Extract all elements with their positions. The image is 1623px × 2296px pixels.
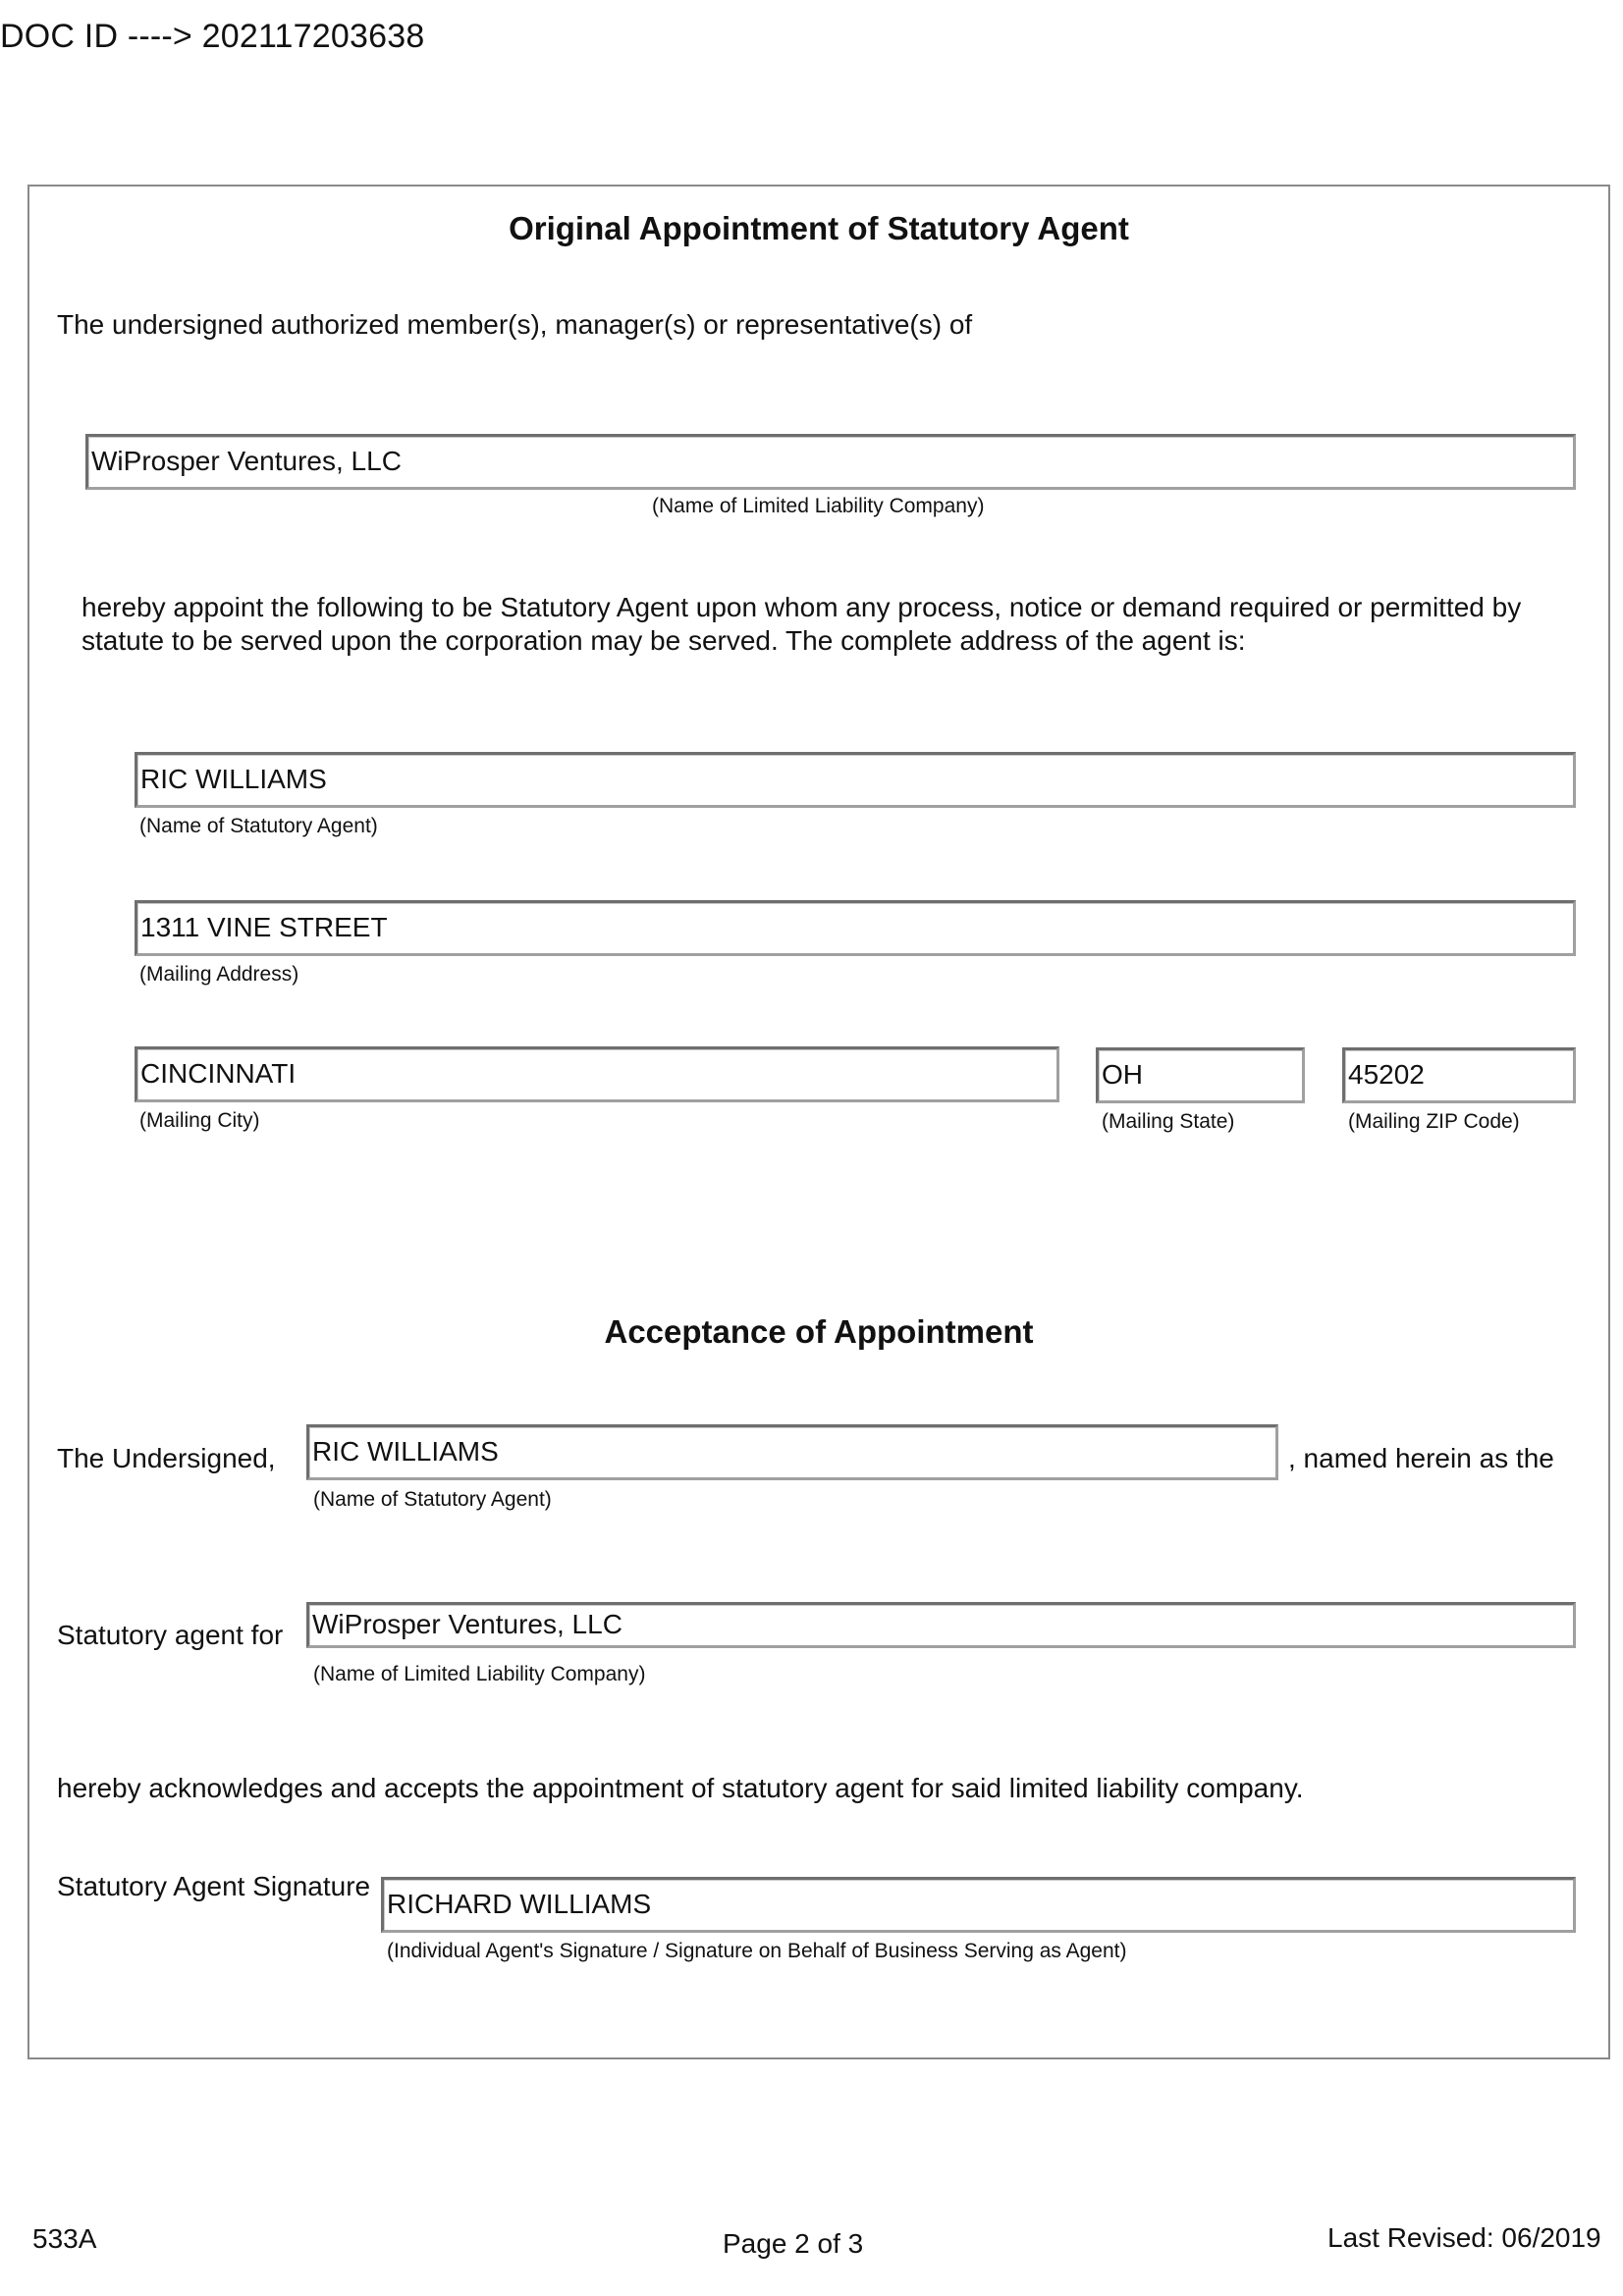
agent-name-caption: (Name of Statutory Agent)	[139, 815, 378, 837]
signature-label: Statutory Agent Signature	[57, 1871, 371, 1901]
agent-name-field[interactable]: RIC WILLIAMS	[135, 752, 1576, 808]
mailing-address-caption: (Mailing Address)	[139, 963, 299, 986]
mailing-zip-caption: (Mailing ZIP Code)	[1348, 1110, 1520, 1133]
form-number: 533A	[32, 2223, 97, 2254]
doc-id: DOC ID ----> 202117203638	[0, 18, 425, 55]
undersigned-label: The Undersigned,	[57, 1443, 276, 1473]
mailing-state-field[interactable]: OH	[1096, 1047, 1305, 1103]
mailing-state-caption: (Mailing State)	[1102, 1110, 1235, 1133]
agent-for-label: Statutory agent for	[57, 1620, 284, 1650]
acceptance-llc-name-caption: (Name of Limited Liability Company)	[313, 1663, 646, 1685]
mailing-zip-field[interactable]: 45202	[1342, 1047, 1576, 1103]
last-revised: Last Revised: 06/2019	[1327, 2222, 1601, 2253]
appoint-text-line2: statute to be served upon the corporation may be served. The complete address of the agent is:	[81, 625, 1246, 656]
acceptance-llc-name-field[interactable]: WiProsper Ventures, LLC	[306, 1602, 1576, 1648]
acceptance-title: Acceptance of Appointment	[604, 1313, 1034, 1350]
appoint-text-line1: hereby appoint the following to be Statutory Agent upon whom any process, notice or demand required or permitted by	[81, 592, 1522, 622]
named-herein-text: , named herein as the	[1288, 1443, 1554, 1473]
acceptance-agent-name-caption: (Name of Statutory Agent)	[313, 1488, 552, 1511]
mailing-address-field[interactable]: 1311 VINE STREET	[135, 900, 1576, 956]
llc-name-field[interactable]: WiProsper Ventures, LLC	[85, 434, 1576, 490]
signature-caption: (Individual Agent's Signature / Signature on Behalf of Business Serving as Agent)	[387, 1940, 1127, 1962]
acknowledge-text: hereby acknowledges and accepts the appointment of statutory agent for said limited liability company.	[57, 1773, 1304, 1803]
page-number: Page 2 of 3	[723, 2228, 864, 2259]
mailing-city-field[interactable]: CINCINNATI	[135, 1046, 1059, 1102]
appointment-title: Original Appointment of Statutory Agent	[509, 210, 1129, 246]
acceptance-agent-name-field[interactable]: RIC WILLIAMS	[306, 1424, 1278, 1480]
mailing-city-caption: (Mailing City)	[139, 1109, 260, 1132]
signature-field[interactable]: RICHARD WILLIAMS	[381, 1877, 1576, 1933]
llc-name-caption: (Name of Limited Liability Company)	[652, 495, 985, 517]
appointment-intro: The undersigned authorized member(s), manager(s) or representative(s) of	[57, 309, 973, 340]
